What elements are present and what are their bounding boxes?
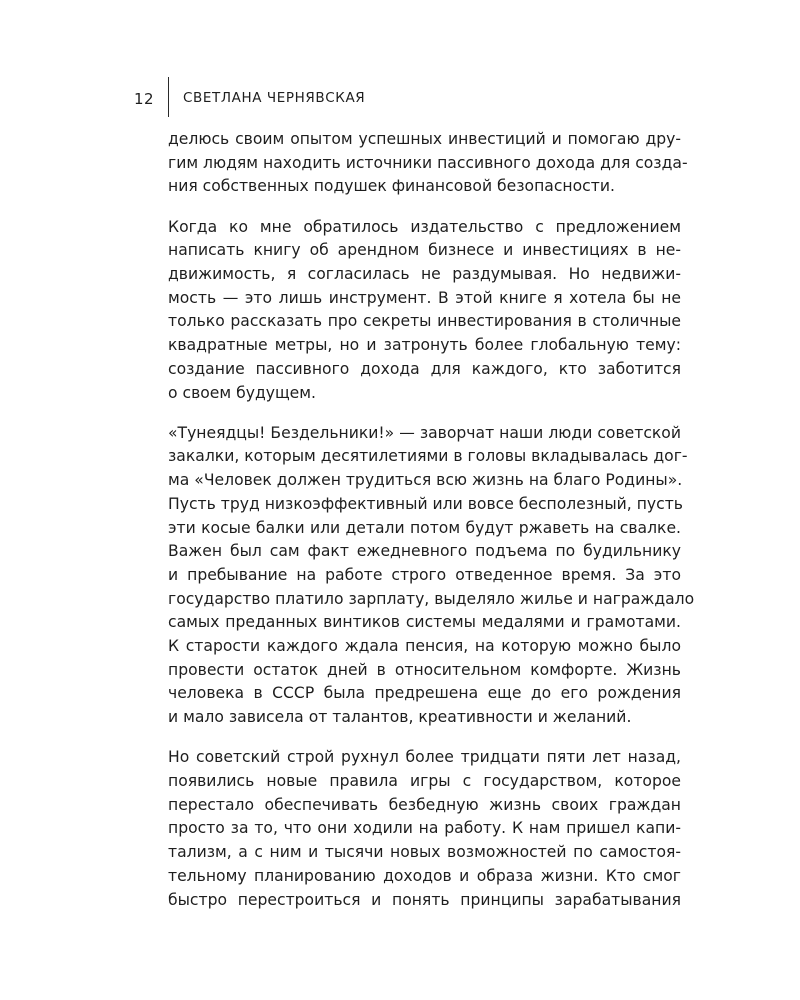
text-line: закалки, которым десятилетиями в головы вкладывалась дог-	[168, 447, 688, 466]
header-divider	[168, 77, 169, 117]
running-head	[0, 89, 800, 111]
text-line: государство платило зарплату, выделяло жилье и награждало	[168, 589, 695, 608]
text-line: тельному планированию доходов и образа жизни. Кто смог	[168, 866, 681, 885]
text-line: гим людям находить источники пассивного дохода для созда-	[168, 153, 688, 172]
text-line: тализм, а с ним и тысячи новых возможностей по самостоя-	[168, 843, 681, 862]
text-line: ма «Человек должен трудиться всю жизнь на благо Родины».	[168, 471, 683, 490]
text-line: и мало зависела от талантов, креативности и желаний.	[168, 708, 632, 727]
body-text	[168, 128, 695, 929]
paragraph	[168, 422, 695, 730]
text-line: делюсь своим опытом успешных инвестиций и помогаю дру-	[168, 130, 681, 148]
text-line: квадратные метры, но и затронуть более глобальную тему:	[168, 336, 681, 355]
text-line: ния собственных подушек финансовой безопасности.	[168, 177, 615, 196]
text-line: провести остаток дней в относительном комфорте. Жизнь	[168, 660, 681, 679]
text-line: появились новые правила игры с государством, которое	[168, 772, 681, 791]
text-line: о своем будущем.	[168, 383, 316, 402]
text-line: перестало обеспечивать безбедную жизнь своих граждан	[168, 795, 681, 814]
page-number: 12	[134, 90, 155, 108]
text-line: создание пассивного дохода для каждого, кто заботится	[168, 359, 681, 378]
text-line: движимость, я согласилась не раздумывая. Но недвижи-	[168, 265, 681, 284]
text-line: мость — это лишь инструмент. В этой книге я хотела бы не	[168, 288, 681, 307]
text-line: быстро перестроиться и понять принципы зарабатывания	[168, 890, 681, 909]
author-name: СВЕТЛАНА ЧЕРНЯВСКАЯ	[183, 90, 366, 106]
paragraph	[168, 746, 681, 912]
text-line: человека в СССР была предрешена еще до его рождения	[168, 684, 681, 703]
text-line: Когда ко мне обратилось издательство с предложением	[168, 217, 681, 236]
text-line: просто за то, что они ходили на работу. К нам пришел капи-	[168, 819, 681, 838]
text-line: эти косые балки или детали потом будут ржаветь на свалке.	[168, 518, 681, 537]
text-line: «Тунеядцы! Бездельники!» — заворчат наши люди советской	[168, 423, 681, 442]
text-line: и пребывание на работе строго отведенное время. За это	[168, 565, 681, 584]
text-line: Но советский строй рухнул более тридцати пяти лет назад,	[168, 748, 681, 767]
text-line: К старости каждого ждала пенсия, на которую можно было	[168, 637, 681, 656]
paragraph	[168, 128, 688, 199]
paragraph	[168, 216, 681, 406]
text-line: написать книгу об арендном бизнесе и инвестициях в не-	[168, 241, 681, 260]
text-line: самых преданных винтиков системы медалями и грамотами.	[168, 613, 681, 632]
text-line: Пусть труд низкоэффективный или вовсе бесполезный, пусть	[168, 494, 683, 513]
text-line: Важен был сам факт ежедневного подъема по будильнику	[168, 542, 681, 561]
text-line: только рассказать про секреты инвестирования в столичные	[168, 312, 681, 331]
